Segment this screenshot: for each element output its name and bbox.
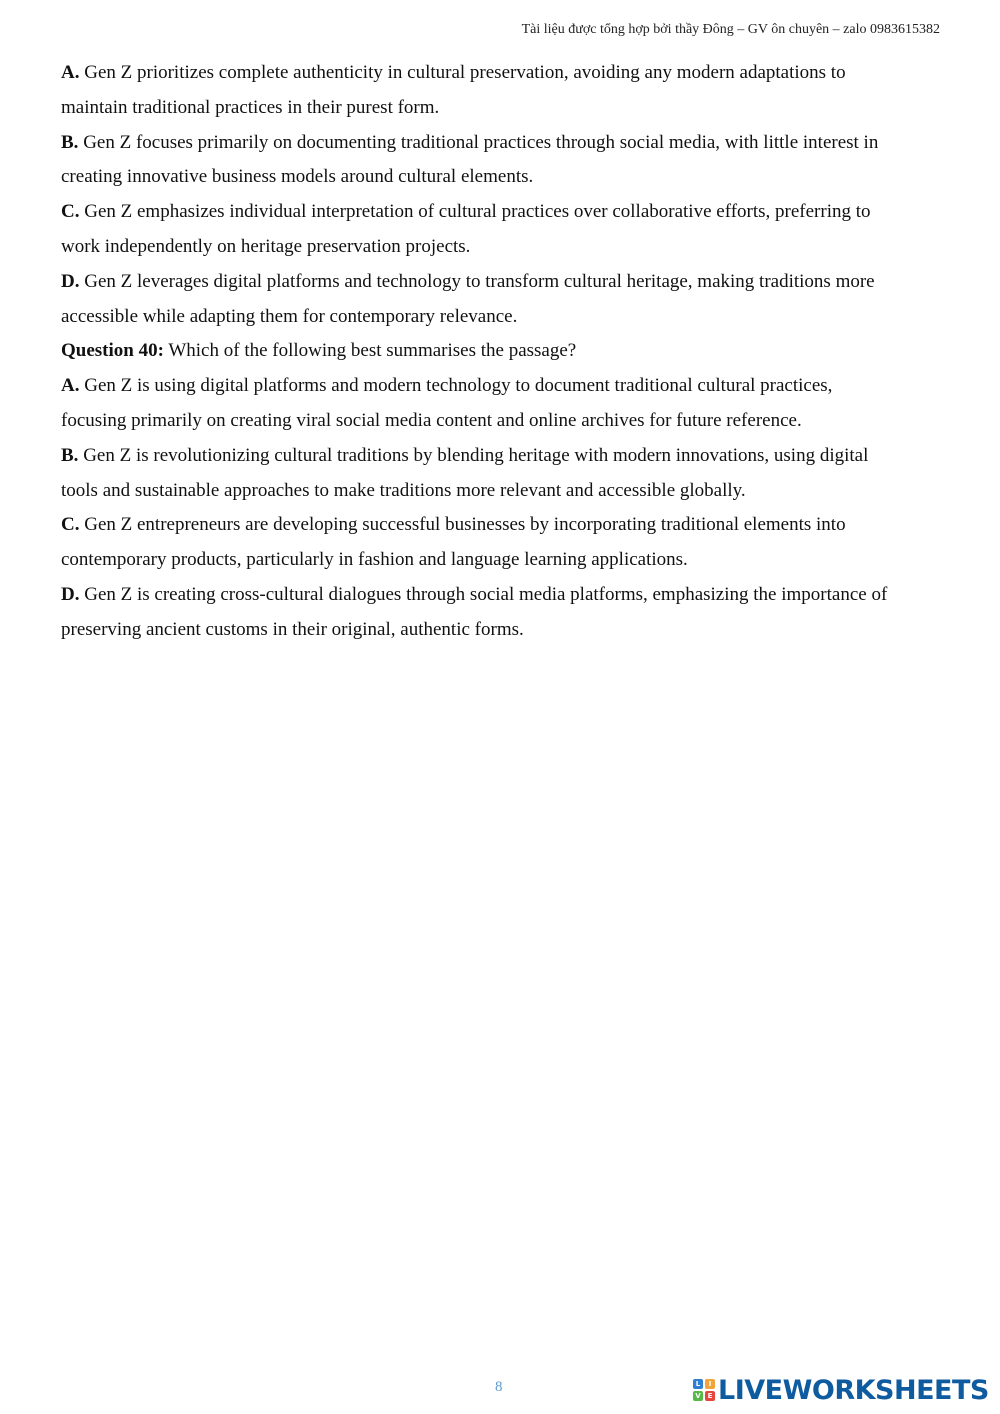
page-header: Tài liệu được tổng hợp bởi thầy Đông – GV ôn chuyên – zalo 0983615382 bbox=[521, 22, 940, 37]
q40-option-d-continued: preserving ancient customs in their original, authentic forms. bbox=[61, 618, 524, 640]
option-label: D. bbox=[61, 270, 80, 292]
logo-tile-l: L bbox=[693, 1379, 703, 1389]
q39-option-d bbox=[61, 265, 941, 300]
option-label: B. bbox=[61, 131, 79, 153]
option-text-line: Gen Z prioritizes complete authenticity in cultural preservation, avoiding any modern adaptations to bbox=[79, 62, 846, 83]
page-number: 8 bbox=[495, 1379, 503, 1395]
option-label: C. bbox=[61, 201, 80, 223]
logo-tile-i: I bbox=[705, 1379, 715, 1389]
option-text-line: Gen Z leverages digital platforms and technology to transform cultural heritage, making traditions more bbox=[79, 270, 875, 292]
question-40-stem bbox=[61, 334, 941, 369]
option-label: C. bbox=[61, 514, 80, 536]
q39-option-d-continued: accessible while adapting them for contemporary relevance. bbox=[61, 305, 518, 327]
option-text-line: Gen Z is using digital platforms and modern technology to document traditional cultural practices, bbox=[79, 375, 833, 397]
logo-tile-e: E bbox=[705, 1391, 715, 1401]
option-text-line: Gen Z is revolutionizing cultural traditions by blending heritage with modern innovations, using digital bbox=[78, 444, 869, 466]
liveworksheets-logo-icon bbox=[693, 1379, 715, 1401]
document-body bbox=[61, 56, 941, 648]
option-text-line: Gen Z focuses primarily on documenting traditional practices through social media, with little interest in bbox=[78, 131, 879, 153]
brand-wordmark: LIVEWORKSHEETS bbox=[718, 1374, 989, 1406]
option-label: A. bbox=[61, 62, 80, 83]
option-text-line: Gen Z emphasizes individual interpretation of cultural practices over collaborative efforts, preferring to bbox=[79, 201, 871, 223]
option-label: D. bbox=[61, 583, 80, 605]
liveworksheets-logo bbox=[693, 1373, 989, 1407]
q39-option-a-continued: maintain traditional practices in their purest form. bbox=[61, 96, 440, 118]
logo-tile-v: V bbox=[693, 1391, 703, 1401]
q40-option-d bbox=[61, 578, 941, 613]
question-label: Question 40: bbox=[61, 340, 164, 362]
q40-option-a bbox=[61, 369, 941, 404]
option-text-line: Gen Z is creating cross-cultural dialogues through social media platforms, emphasizing the importance of bbox=[79, 583, 888, 605]
q40-option-b bbox=[61, 439, 941, 474]
q40-option-a-continued: focusing primarily on creating viral social media content and online archives for future reference. bbox=[61, 409, 802, 431]
option-label: B. bbox=[61, 444, 79, 466]
q39-option-b-continued: creating innovative business models around cultural elements. bbox=[61, 166, 534, 188]
option-label: A. bbox=[61, 375, 80, 397]
q39-option-c bbox=[61, 195, 941, 230]
question-text: Which of the following best summarises the passage? bbox=[163, 340, 577, 362]
q40-option-c-continued: contemporary products, particularly in fashion and language learning applications. bbox=[61, 549, 688, 571]
q39-option-a bbox=[61, 56, 941, 91]
q40-option-c bbox=[61, 508, 941, 543]
option-text-line: Gen Z entrepreneurs are developing successful businesses by incorporating traditional elements into bbox=[79, 514, 846, 536]
q39-option-b bbox=[61, 126, 941, 161]
q39-option-c-continued: work independently on heritage preservation projects. bbox=[61, 235, 471, 257]
q40-option-b-continued: tools and sustainable approaches to make traditions more relevant and accessible globally. bbox=[61, 479, 746, 501]
